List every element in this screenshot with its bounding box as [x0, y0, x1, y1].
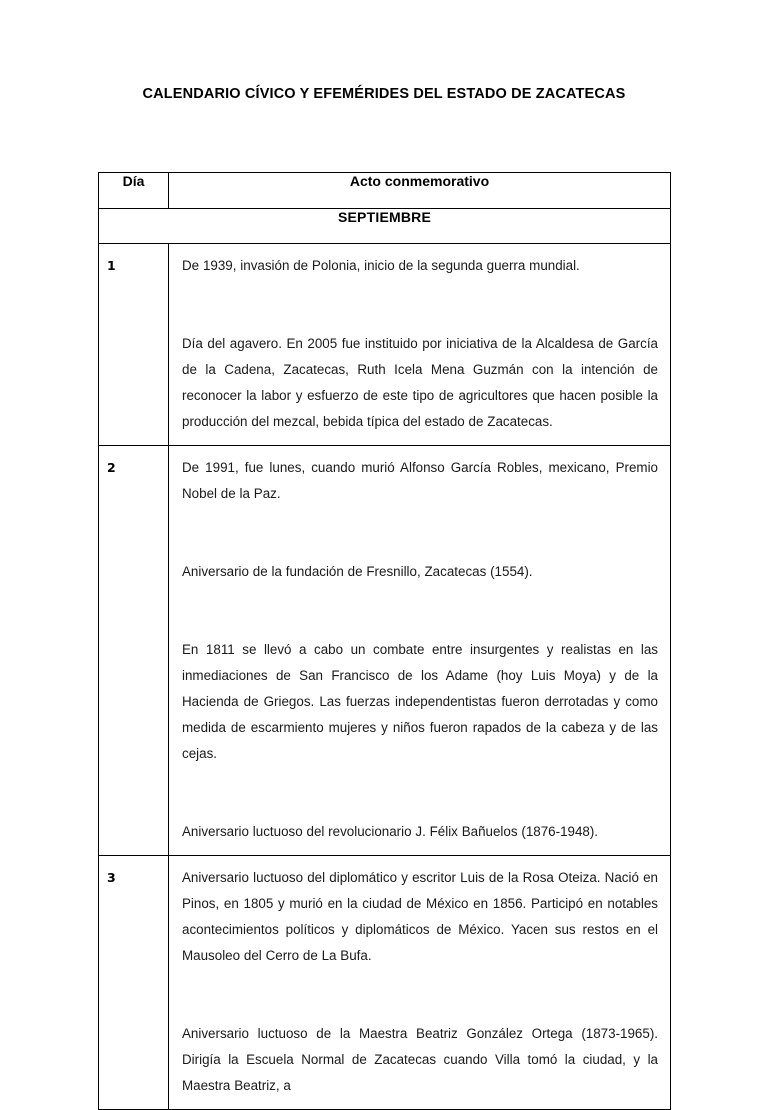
day-number: 3: [99, 856, 169, 1110]
column-header-event: Acto conmemorativo: [169, 173, 671, 209]
event-cell: [169, 244, 671, 446]
calendar-table-body: [99, 173, 671, 1110]
event-paragraph: Aniversario luctuoso del revolucionario J. Félix Bañuelos (1876-1948).: [182, 824, 599, 839]
table-header-row: [99, 173, 671, 209]
column-header-day: Día: [99, 173, 169, 209]
event-paragraph: Día del agavero. En 2005 fue instituido por iniciativa de la Alcaldesa de García de la Cadena, Zacatecas, Ruth Icela Mena Guzmán con la intención de reconocer la labor y esfuerzo de este tipo de agricultores que hacen posible la producción del mezcal, bebida típica del estado de Zacatecas.: [182, 336, 658, 429]
event-paragraph: Aniversario luctuoso de la Maestra Beatriz González Ortega (1873-1965). Dirigía la Escuela Normal de Zacatecas cuando Villa tomó la ciudad, y la Maestra Beatriz, a: [182, 1026, 658, 1093]
page-title: CALENDARIO CÍVICO Y EFEMÉRIDES DEL ESTADO DE ZACATECAS: [142, 86, 626, 102]
event-paragraph: Aniversario luctuoso del diplomático y escritor Luis de la Rosa Oteiza. Nació en Pinos, en 1805 y murió en la ciudad de México en 1856. Participó en notables acontecimientos políticos y diplomáticos de México. Yacen sus restos en el Mausoleo del Cerro de La Bufa.: [182, 870, 658, 963]
event-cell: [169, 446, 671, 856]
month-band-label: SEPTIEMBRE: [99, 209, 671, 244]
table-row: [99, 446, 671, 856]
table-row: [99, 856, 671, 1110]
table-row: [99, 244, 671, 446]
event-paragraph: De 1991, fue lunes, cuando murió Alfonso García Robles, mexicano, Premio Nobel de la Paz.: [182, 460, 658, 501]
event-paragraph: Aniversario de la fundación de Fresnillo, Zacatecas (1554).: [182, 564, 533, 579]
event-paragraph: En 1811 se llevó a cabo un combate entre insurgentes y realistas en las inmediaciones de San Francisco de los Adame (hoy Luis Moya) y de la Hacienda de Griegos. Las fuerzas independentistas fueron derrotadas y como medida de escarmiento mujeres y niños fueron rapados de la cabeza y de las cejas.: [182, 642, 658, 761]
calendar-table-container: [98, 172, 670, 1110]
day-number: 2: [99, 446, 169, 856]
month-band-row: [99, 209, 671, 244]
event-cell: [169, 856, 671, 1110]
event-paragraph: De 1939, invasión de Polonia, inicio de la segunda guerra mundial.: [182, 258, 580, 273]
calendar-table: [98, 172, 671, 1110]
day-number: 1: [99, 244, 169, 446]
